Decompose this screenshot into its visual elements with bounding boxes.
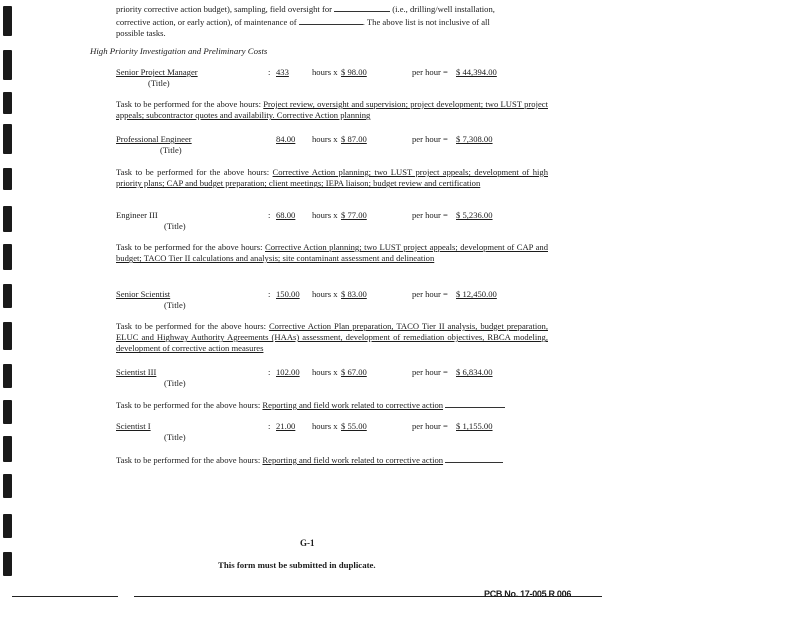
- per-hour-label: per hour =: [412, 134, 448, 144]
- rate-field: $ 98.00: [341, 67, 367, 77]
- hours-field: 21.00: [276, 421, 296, 431]
- task-description: [116, 399, 548, 411]
- binder-mark: [3, 92, 12, 114]
- title-row: [116, 432, 548, 444]
- task-description: [116, 99, 548, 121]
- hours-x-label: hours x: [312, 134, 338, 144]
- hours-field: 68.00: [276, 210, 296, 220]
- title-row: [116, 78, 548, 90]
- colon: :: [268, 367, 271, 377]
- task-description: [116, 242, 548, 264]
- title-row: [116, 145, 548, 157]
- page-number: G-1: [300, 538, 315, 548]
- title-caption: (Title): [164, 432, 186, 442]
- task-prefix: Task to be performed for the above hours:: [116, 321, 266, 331]
- colon: :: [268, 289, 271, 299]
- intro-line1-a: priority corrective action budget), sampling, field oversight for: [116, 4, 332, 14]
- position-field: Senior Scientist: [116, 289, 171, 299]
- per-hour-label: per hour =: [412, 421, 448, 431]
- title-caption: (Title): [164, 300, 186, 310]
- task-blank-line: [445, 454, 503, 463]
- rate-field: $ 55.00: [341, 421, 367, 431]
- binder-mark: [3, 168, 12, 190]
- hours-x-label: hours x: [312, 289, 338, 299]
- task-duties: Reporting and field work related to corrective action: [262, 400, 444, 410]
- task-duties: Project review, oversight and supervision; project development; two LUST project appeals; subcontractor quotes and availability. Corrective Action planning: [116, 99, 548, 121]
- total-field: $ 6,834.00: [456, 367, 493, 377]
- hours-field: 150.00: [276, 289, 300, 299]
- binder-mark: [3, 552, 12, 576]
- per-hour-label: per hour =: [412, 67, 448, 77]
- document-id-stamp: PCB No. 17-005 R 006: [484, 589, 572, 599]
- task-description: [116, 321, 548, 355]
- rate-field: $ 83.00: [341, 289, 367, 299]
- total-field: $ 44,394.00: [456, 67, 497, 77]
- binder-mark: [3, 206, 12, 232]
- hours-x-label: hours x: [312, 210, 338, 220]
- binder-mark: [3, 244, 12, 270]
- hours-field: 84.00: [276, 134, 296, 144]
- task-duties: Corrective Action planning; two LUST project appeals; development of CAP and budget; TACO Tier II calculations and analysis; site contaminant assessment and delineation: [116, 242, 548, 264]
- task-prefix: Task to be performed for the above hours:: [116, 242, 263, 252]
- colon: :: [268, 421, 271, 431]
- binder-mark: [3, 50, 12, 80]
- task-duties: Corrective Action Plan preparation, TACO Tier II analysis, budget preparation, ELUC and Highway Authority Agreements (HAAs) assessment, development of remediation objectives, RBCA modeling, development of corrective action measures: [116, 321, 548, 354]
- per-hour-label: per hour =: [412, 289, 448, 299]
- total-field: $ 5,236.00: [456, 210, 493, 220]
- duplicate-note: This form must be submitted in duplicate.: [218, 560, 376, 570]
- task-blank-line: [445, 399, 505, 408]
- binder-mark: [3, 284, 12, 308]
- per-hour-label: per hour =: [412, 210, 448, 220]
- colon: :: [268, 210, 271, 220]
- position-field: Scientist III: [116, 367, 157, 377]
- binder-mark: [3, 364, 12, 388]
- title-caption: (Title): [148, 78, 170, 88]
- total-field: $ 12,450.00: [456, 289, 497, 299]
- task-prefix: Task to be performed for the above hours:: [116, 400, 261, 410]
- title-row: [116, 221, 548, 233]
- position-field: Professional Engineer: [116, 134, 192, 144]
- binder-mark: [3, 322, 12, 350]
- per-hour-label: per hour =: [412, 367, 448, 377]
- task-prefix: Task to be performed for the above hours:: [116, 455, 261, 465]
- task-prefix: Task to be performed for the above hours:: [116, 99, 261, 109]
- intro-line1-b: (i.e., drilling/well installation,: [392, 4, 495, 14]
- binder-mark: [3, 124, 12, 154]
- colon: :: [268, 67, 271, 77]
- hours-x-label: hours x: [312, 421, 338, 431]
- task-duties: Reporting and field work related to corrective action: [262, 455, 444, 465]
- intro-line3: possible tasks.: [116, 28, 166, 39]
- hours-x-label: hours x: [312, 67, 338, 77]
- intro-blank-2: [299, 15, 363, 25]
- rate-field: $ 67.00: [341, 367, 367, 377]
- intro-blank-1: [334, 2, 390, 12]
- hours-field: 102.00: [276, 367, 300, 377]
- title-caption: (Title): [164, 221, 186, 231]
- total-field: $ 7,308.00: [456, 134, 493, 144]
- task-description: [116, 167, 548, 189]
- title-row: [116, 300, 548, 312]
- intro-line2-a: corrective action, or early action), of maintenance of: [116, 17, 297, 28]
- binder-mark: [3, 514, 12, 538]
- position-field: Scientist I: [116, 421, 151, 431]
- position-field: Senior Project Manager: [116, 67, 198, 77]
- title-row: [116, 378, 548, 390]
- title-caption: (Title): [164, 378, 186, 388]
- section-heading: High Priority Investigation and Preliminary Costs: [90, 46, 268, 56]
- bottom-rule-left: [12, 596, 118, 597]
- position-field: Engineer III: [116, 210, 158, 220]
- binder-mark: [3, 400, 12, 424]
- rate-field: $ 87.00: [341, 134, 367, 144]
- rate-field: $ 77.00: [341, 210, 367, 220]
- task-duties: Corrective Action planning; two LUST project appeals; development of high priority plans; CAP and budget preparation; client meetings; IEPA liaison; budget review and certification: [116, 167, 548, 189]
- hours-x-label: hours x: [312, 367, 338, 377]
- total-field: $ 1,155.00: [456, 421, 493, 431]
- task-prefix: Task to be performed for the above hours:: [116, 167, 270, 177]
- binder-mark: [3, 474, 12, 498]
- intro-line2-b: . The above list is not inclusive of all: [362, 17, 490, 28]
- hours-field: 433: [276, 67, 289, 77]
- title-caption: (Title): [160, 145, 182, 155]
- intro-paragraph: [116, 2, 556, 40]
- binder-mark: [3, 436, 12, 462]
- task-description: [116, 454, 548, 466]
- binder-mark: [3, 6, 12, 36]
